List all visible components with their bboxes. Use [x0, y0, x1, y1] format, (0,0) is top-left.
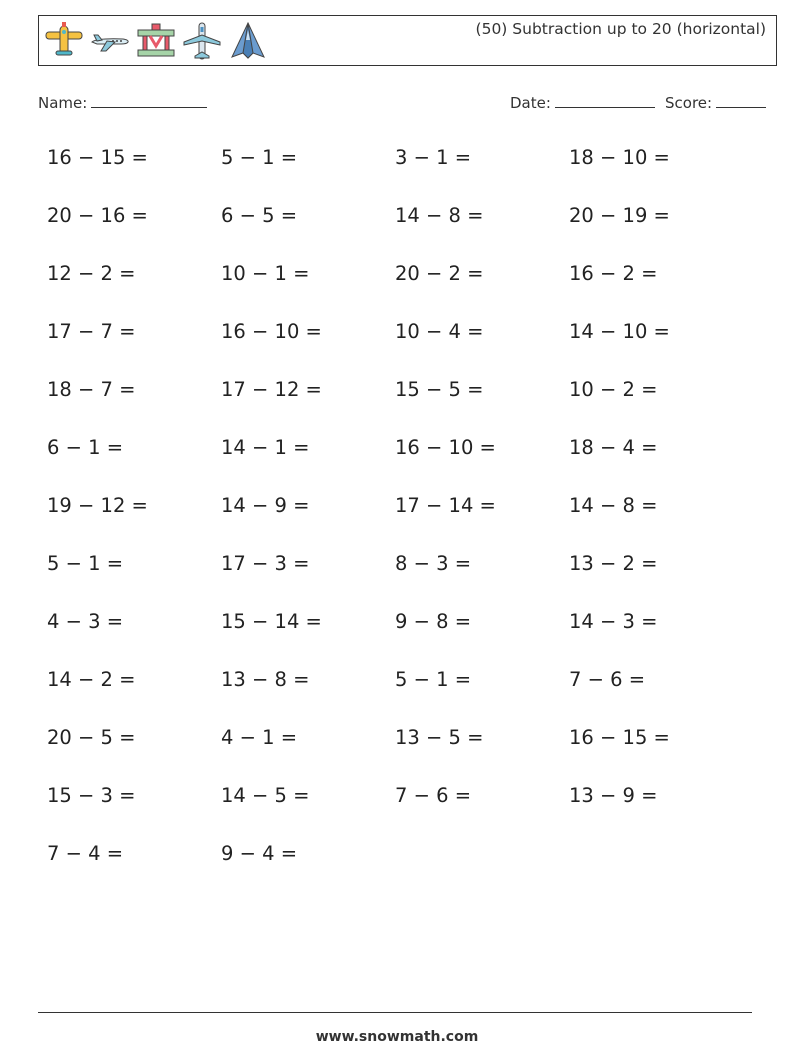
problem-item: 7 − 4 =: [47, 842, 124, 865]
problem-item: 5 − 1 =: [47, 552, 124, 575]
problem-item: 14 − 3 =: [569, 610, 658, 633]
problem-item: 20 − 5 =: [47, 726, 136, 749]
problem-item: 14 − 1 =: [221, 436, 310, 459]
problem-item: 7 − 6 =: [569, 668, 646, 691]
footer-url: www.snowmath.com: [315, 1029, 479, 1045]
footer-divider: [38, 1012, 752, 1013]
problem-item: 16 − 15 =: [47, 146, 148, 169]
problem-item: 7 − 6 =: [395, 784, 472, 807]
problem-item: 20 − 19 =: [569, 204, 670, 227]
problem-item: 9 − 4 =: [221, 842, 298, 865]
header-icons: [43, 20, 269, 62]
problem-item: 19 − 12 =: [47, 494, 148, 517]
problem-item: 16 − 10 =: [395, 436, 496, 459]
problem-item: 10 − 1 =: [221, 262, 310, 285]
problem-item: 8 − 3 =: [395, 552, 472, 575]
problem-item: 5 − 1 =: [395, 668, 472, 691]
name-label: Name:: [38, 94, 88, 112]
name-field: [38, 93, 207, 112]
problem-item: 18 − 4 =: [569, 436, 658, 459]
score-blank: [716, 93, 766, 108]
biplane-icon: [135, 20, 177, 62]
problem-item: 15 − 14 =: [221, 610, 322, 633]
score-label: Score:: [665, 94, 713, 112]
problem-item: 17 − 12 =: [221, 378, 322, 401]
problem-item: 16 − 10 =: [221, 320, 322, 343]
problem-item: 17 − 7 =: [47, 320, 136, 343]
jet-airliner-icon: [89, 20, 131, 62]
problem-item: 20 − 16 =: [47, 204, 148, 227]
problem-item: 14 − 2 =: [47, 668, 136, 691]
problem-item: 18 − 7 =: [47, 378, 136, 401]
problem-item: 15 − 3 =: [47, 784, 136, 807]
problem-item: 6 − 5 =: [221, 204, 298, 227]
problem-item: 14 − 8 =: [569, 494, 658, 517]
problem-item: 10 − 4 =: [395, 320, 484, 343]
blue-plane-icon: [181, 20, 223, 62]
problem-item: 14 − 10 =: [569, 320, 670, 343]
problem-item: 15 − 5 =: [395, 378, 484, 401]
problem-item: 17 − 3 =: [221, 552, 310, 575]
problem-item: 18 − 10 =: [569, 146, 670, 169]
problem-item: 16 − 2 =: [569, 262, 658, 285]
stealth-jet-icon: [227, 20, 269, 62]
problem-item: 16 − 15 =: [569, 726, 670, 749]
problem-item: 13 − 5 =: [395, 726, 484, 749]
problem-item: 4 − 1 =: [221, 726, 298, 749]
problem-item: 14 − 8 =: [395, 204, 484, 227]
problem-item: 14 − 9 =: [221, 494, 310, 517]
yellow-propeller-plane-icon: [43, 20, 85, 62]
problem-item: 3 − 1 =: [395, 146, 472, 169]
problem-item: 9 − 8 =: [395, 610, 472, 633]
date-blank: [555, 93, 655, 108]
date-label: Date:: [510, 94, 551, 112]
problem-item: 13 − 9 =: [569, 784, 658, 807]
date-field: [510, 93, 655, 112]
problem-item: 20 − 2 =: [395, 262, 484, 285]
problem-item: 14 − 5 =: [221, 784, 310, 807]
problem-item: 4 − 3 =: [47, 610, 124, 633]
problem-item: 6 − 1 =: [47, 436, 124, 459]
problem-item: 10 − 2 =: [569, 378, 658, 401]
problem-item: 12 − 2 =: [47, 262, 136, 285]
worksheet-title: (50) Subtraction up to 20 (horizontal): [475, 20, 766, 38]
score-field: [665, 93, 766, 112]
problem-item: 13 − 2 =: [569, 552, 658, 575]
problem-item: 13 − 8 =: [221, 668, 310, 691]
problem-item: 5 − 1 =: [221, 146, 298, 169]
worksheet-header: [38, 15, 777, 66]
name-blank: [91, 93, 207, 108]
problem-item: 17 − 14 =: [395, 494, 496, 517]
